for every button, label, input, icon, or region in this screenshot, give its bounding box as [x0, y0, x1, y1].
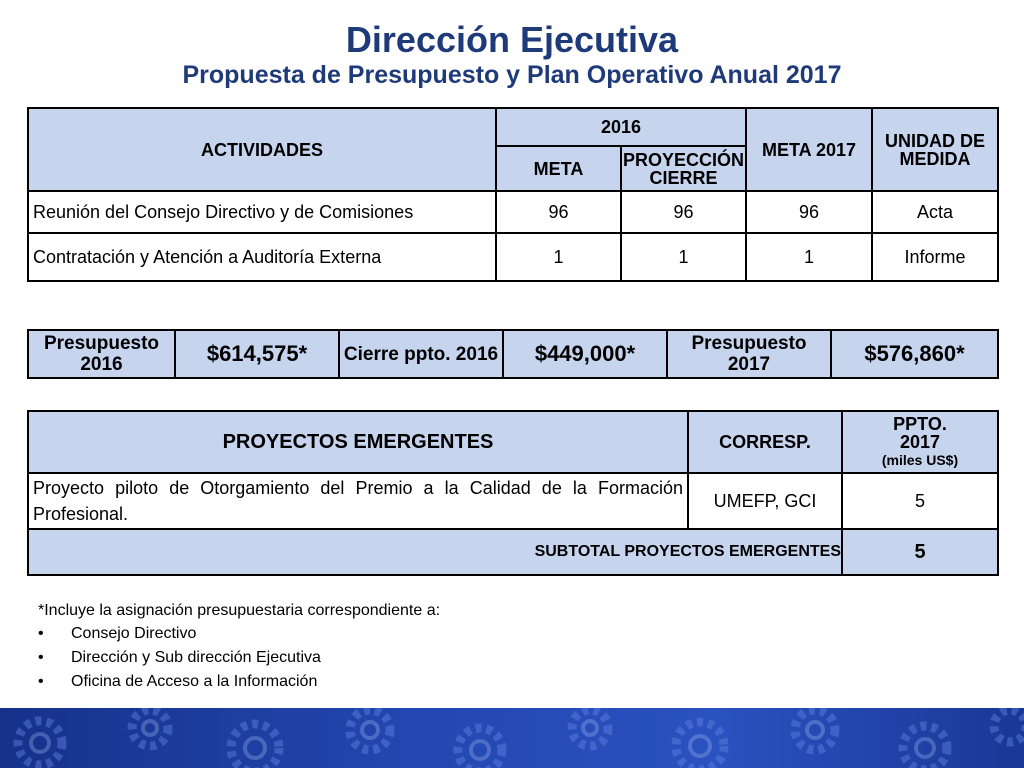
header-meta-2017: META 2017 [746, 108, 872, 191]
meta-value: 96 [496, 191, 621, 233]
table-row [28, 233, 998, 281]
table-row [28, 473, 998, 529]
presupuesto-2017-value: $576,860* [831, 330, 998, 378]
corresp-value: UMEFP, GCI [688, 473, 842, 529]
list-item-label: Dirección y Sub dirección Ejecutiva [71, 649, 321, 666]
footnote-list [38, 622, 321, 694]
presupuesto-2016-value: $614,575* [175, 330, 339, 378]
meta-value: 1 [496, 233, 621, 281]
bullet-icon: • [38, 673, 44, 690]
proyeccion-value: 1 [621, 233, 746, 281]
footer-gear-band [0, 708, 1024, 768]
ppto-units: (miles US$) [881, 452, 959, 468]
list-item [38, 622, 321, 646]
budget-strip [27, 329, 999, 379]
activity-name: Reunión del Consejo Directivo y de Comisiones [28, 191, 496, 233]
table-row [28, 191, 998, 233]
unidad-value: Informe [872, 233, 998, 281]
list-item [38, 670, 321, 694]
list-item [38, 646, 321, 670]
subtotal-label: SUBTOTAL PROYECTOS EMERGENTES [28, 529, 842, 575]
header-meta: META [496, 146, 621, 191]
cierre-ppto-label: Cierre ppto. 2016 [339, 330, 503, 378]
project-description: Proyecto piloto de Otorgamiento del Premio a la Calidad de la Formación Profesional. [28, 473, 688, 529]
ppto-value: 5 [842, 473, 998, 529]
presupuesto-2016-label: Presupuesto 2016 [28, 330, 175, 378]
list-item-label: Consejo Directivo [71, 625, 197, 642]
header-proyectos-emergentes: PROYECTOS EMERGENTES [28, 411, 688, 473]
header-unidad-medida: UNIDAD DE MEDIDA [872, 108, 998, 191]
ppto-line1: PPTO. [893, 414, 947, 434]
page-subtitle: Propuesta de Presupuesto y Plan Operativo Anual 2017 [182, 61, 842, 89]
header-ppto [842, 411, 998, 473]
bullet-icon: • [38, 625, 44, 642]
meta-2017-value: 96 [746, 191, 872, 233]
gear-pattern-icon [0, 708, 1024, 768]
header-proyeccion-cierre: PROYECCIÓN CIERRE [621, 146, 746, 191]
page-title: Dirección Ejecutiva [345, 19, 679, 60]
proyeccion-value: 96 [621, 191, 746, 233]
meta-2017-value: 1 [746, 233, 872, 281]
ppto-line2: 2017 [899, 432, 941, 452]
header-actividades: ACTIVIDADES [28, 108, 496, 191]
activities-table [27, 107, 999, 282]
subtotal-row [28, 529, 998, 575]
unidad-value: Acta [872, 191, 998, 233]
bullet-icon: • [38, 649, 44, 666]
header-corresp: CORRESP. [688, 411, 842, 473]
presupuesto-2017-label: Presupuesto 2017 [667, 330, 831, 378]
activity-name: Contratación y Atención a Auditoría Externa [28, 233, 496, 281]
subtotal-value: 5 [842, 529, 998, 575]
footnote-intro: *Incluye la asignación presupuestaria correspondiente a: [38, 602, 441, 619]
cierre-ppto-value: $449,000* [503, 330, 667, 378]
list-item-label: Oficina de Acceso a la Información [71, 673, 318, 690]
projects-table [27, 410, 999, 576]
header-year-2016: 2016 [496, 108, 746, 146]
